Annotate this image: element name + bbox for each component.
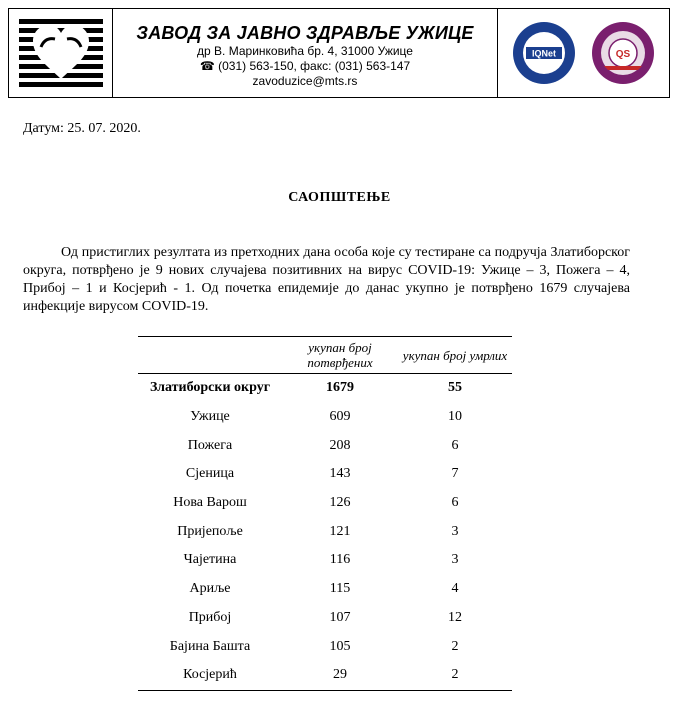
district-deaths: 55 (448, 380, 462, 396)
confirmed-count: 143 (329, 466, 351, 482)
table-row (138, 517, 512, 546)
email: zavoduzice@mts.rs (252, 74, 358, 88)
municipality-name: Пријепоље (177, 523, 243, 539)
iso-9001-certificate-icon (590, 20, 656, 86)
letterhead-text (113, 9, 498, 97)
municipality-name: Косјерић (138, 661, 282, 690)
certification-badges (498, 9, 669, 97)
deaths-count: 10 (448, 409, 462, 425)
district-name: Златиборски округ (149, 380, 271, 396)
confirmed-count: 609 (329, 409, 351, 425)
address: др В. Маринковића бр. 4, 31000 Ужице (197, 44, 413, 58)
document-date: Датум: 25. 07. 2020. (23, 121, 141, 136)
header-confirmed: укупан број потврђених (282, 337, 398, 374)
document-heading: САОПШТЕЊЕ (288, 190, 391, 205)
table-row (138, 489, 512, 518)
table-row (138, 460, 512, 489)
deaths-count: 6 (451, 495, 459, 511)
deaths-count: 12 (448, 609, 462, 625)
deaths-count: 7 (451, 466, 459, 482)
confirmed-count: 105 (329, 638, 351, 654)
table-header-row (138, 337, 512, 374)
phone-fax: ☎ (031) 563-150, факс: (031) 563-147 (199, 59, 411, 73)
table-row (138, 632, 512, 661)
confirmed-count: 29 (282, 661, 398, 690)
deaths-count: 3 (451, 552, 459, 568)
municipality-name: Ариље (189, 581, 231, 597)
deaths-count: 6 (451, 437, 459, 453)
municipality-name: Нова Варош (173, 495, 247, 511)
organization-name: ЗАВОД ЗА ЈАВНО ЗДРАВЉЕ УЖИЦЕ (136, 23, 474, 43)
institute-logo (9, 9, 113, 97)
table-row-total (138, 374, 512, 403)
district-confirmed: 1679 (326, 380, 354, 396)
table-row (138, 403, 512, 432)
confirmed-count: 126 (329, 495, 351, 511)
confirmed-count: 115 (329, 581, 351, 597)
table-row (138, 575, 512, 604)
iqnet-certification-icon (511, 20, 577, 86)
deaths-count: 2 (398, 661, 512, 690)
confirmed-count: 116 (329, 552, 351, 568)
letterhead (8, 8, 670, 98)
covid-statistics-table (138, 336, 512, 691)
deaths-count: 3 (451, 523, 459, 539)
municipality-name: Бајина Башта (169, 638, 251, 654)
municipality-name: Чајетина (183, 552, 237, 568)
table-row (138, 661, 512, 690)
svg-text:QS: QS (615, 49, 631, 60)
striped-heart-logo-icon (19, 17, 103, 89)
confirmed-count: 107 (329, 609, 351, 625)
confirmed-count: 208 (329, 437, 351, 453)
svg-text:IQNet: IQNet (531, 48, 557, 59)
municipality-name: Прибој (188, 609, 232, 625)
table-row (138, 431, 512, 460)
municipality-name: Пожега (187, 437, 233, 453)
deaths-count: 4 (451, 581, 459, 597)
municipality-name: Ужице (190, 409, 230, 425)
header-municipality (138, 337, 282, 374)
deaths-count: 2 (451, 638, 459, 654)
header-deaths: укупан број умрлих (398, 337, 512, 374)
municipality-name: Сјеница (185, 466, 235, 482)
table-row (138, 546, 512, 575)
confirmed-count: 121 (329, 523, 351, 539)
table-row (138, 604, 512, 633)
announcement-paragraph: Од пристиглих резултата из претходних дана особа које су тестиране са подручја Златиборског округа, потврђено је 9 нових случајева позитивних на вирус COVID-19: Ужице – 3, Пожега – 4, Прибој – 1 и Косјерић - 1. Од почетка епидемије до данас укупно је потврђено 1679 случајева инфекције вирусом COVID-19. (23, 245, 630, 314)
